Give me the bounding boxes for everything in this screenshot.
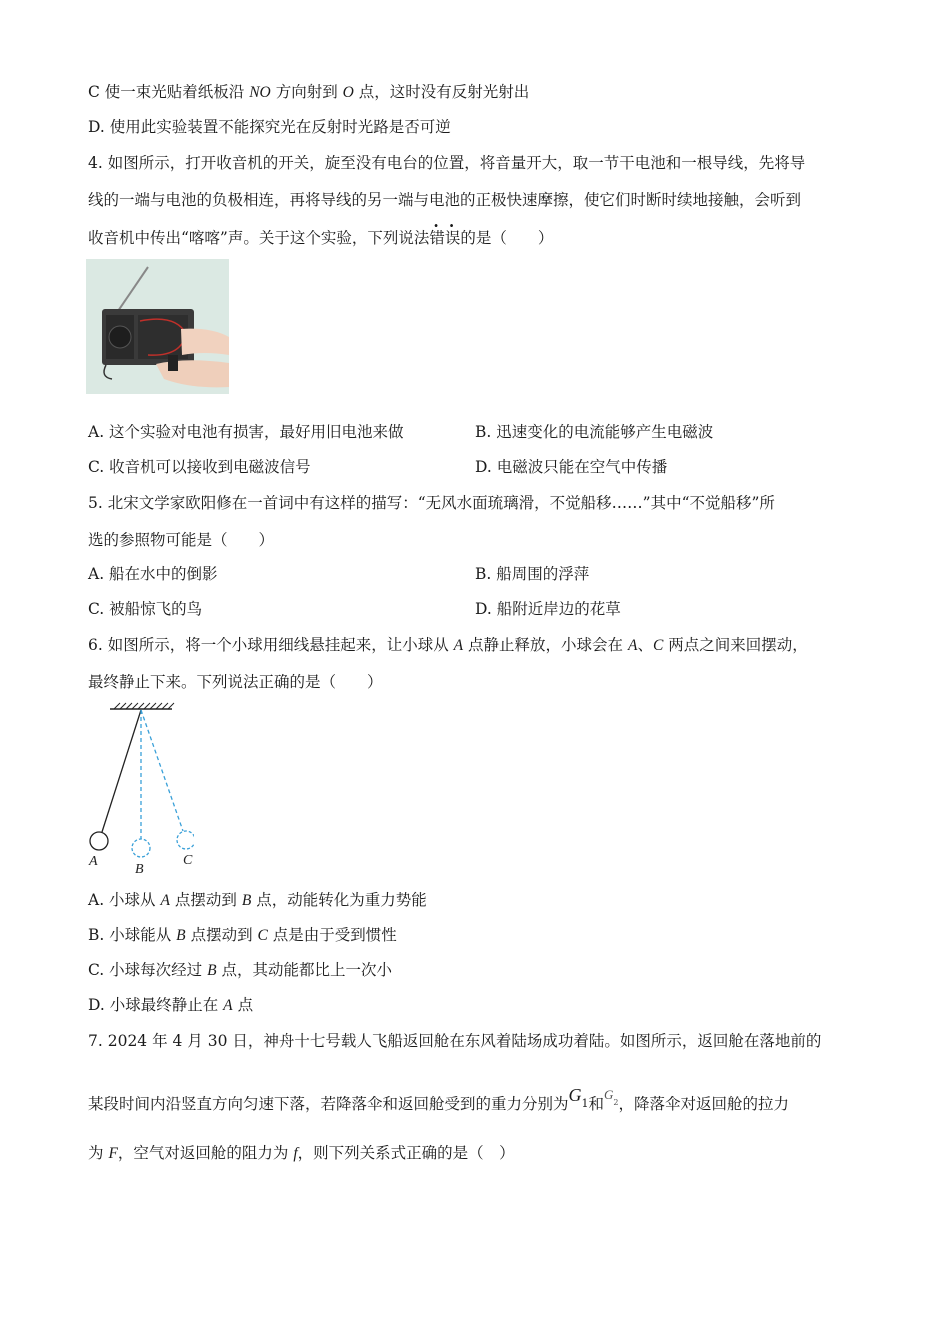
- emphasis-char-2: 误: [444, 229, 461, 247]
- q6-option-d: D. 小球最终静止在 A 点: [88, 996, 254, 1014]
- q4-option-a: A. 这个实验对电池有损害，最好用旧电池来做: [88, 423, 404, 441]
- q4-stem-line1: 4. 如图所示，打开收音机的开关，旋至没有电台的位置，将音量开大，取一节干电池和一根导线，先将导: [88, 154, 806, 172]
- q5-option-a: A. 船在水中的倒影: [88, 565, 218, 583]
- q5-stem-line2: 选的参照物可能是（ ）: [88, 531, 275, 549]
- radio-battery-photo: [86, 259, 229, 394]
- q7-stem-line1: 7. 2024 年 4 月 30 日，神舟十七号载人飞船返回舱在东风着陆场成功着陆。如图所示，返回舱在落地前的: [88, 1032, 822, 1050]
- q5-option-b: B. 船周围的浮萍: [475, 565, 590, 583]
- q5-option-c: C. 被船惊飞的鸟: [88, 600, 203, 618]
- label-c: C: [183, 853, 193, 868]
- label-b: B: [135, 862, 144, 877]
- q4-stem-line2: 线的一端与电池的负极相连，再将导线的另一端与电池的正极快速摩擦，使它们时断时续地接触，会听到: [88, 191, 802, 209]
- q6-stem-line1: 6. 如图所示，将一个小球用细线悬挂起来，让小球从 A 点静止释放，小球会在 A、C 两点之间来回摆动，: [88, 636, 808, 654]
- emphasis-char-1: 错: [429, 229, 445, 247]
- q6-stem-line2: 最终静止下来。下列说法正确的是（ ）: [88, 673, 383, 691]
- q3-option-d: D. 使用此实验装置不能探究光在反射时光路是否可逆: [88, 118, 451, 136]
- q3-option-c: C 使一束光贴着纸板沿 NO 方向射到 O 点，这时没有反射光射出: [88, 83, 530, 101]
- q7-stem-line2: 某段时间内沿竖直方向匀速下落，若降落伞和返回舱受到的重力分别为$G_1$和$^G_2$，降落伞对返回舱的拉力: [88, 1085, 790, 1113]
- q4-option-b: B. 迅速变化的电流能够产生电磁波: [475, 423, 714, 441]
- q6-option-b: B. 小球能从 B 点摆动到 C 点是由于受到惯性: [88, 926, 397, 944]
- q6-option-a: A. 小球从 A 点摆动到 B 点，动能转化为重力势能: [88, 891, 427, 909]
- q6-option-c: C. 小球每次经过 B 点，其动能都比上一次小: [88, 961, 392, 979]
- q4-option-c: C. 收音机可以接收到电磁波信号: [88, 458, 311, 476]
- q5-option-d: D. 船附近岸边的花草: [475, 600, 621, 618]
- q7-stem-line3: 为 F，空气对返回舱的阻力为 f，则下列关系式正确的是（ ）: [88, 1144, 515, 1162]
- q4-stem-line3: 收音机中传出“喀喀”声。关于这个实验，下列说法错误的是（ ）: [88, 229, 554, 247]
- pendulum-diagram: [84, 700, 194, 880]
- q4-option-d: D. 电磁波只能在空气中传播: [475, 458, 668, 476]
- label-a: A: [89, 854, 98, 869]
- q5-stem-line1: 5. 北宋文学家欧阳修在一首词中有这样的描写：“无风水面琉璃滑，不觉船移……”其中“不觉船移”所: [88, 494, 775, 512]
